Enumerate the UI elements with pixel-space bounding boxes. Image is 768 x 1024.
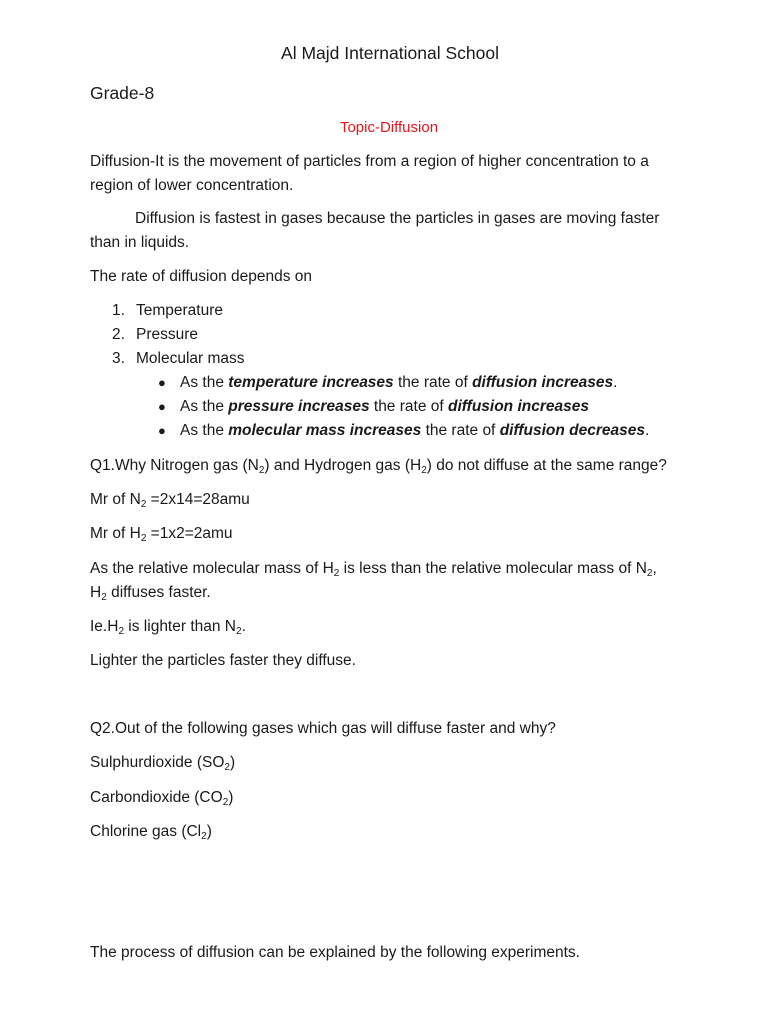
factor-number: 1. xyxy=(112,302,125,319)
gas-option: Carbondioxide $(CO_2)$ xyxy=(90,789,234,808)
factor-text: Temperature xyxy=(136,302,224,319)
q1-question: Q1.Why Nitrogen gas $(N_2)$ and Hydrogen gas $(H_2)$ do not diffuse at the same range? xyxy=(90,457,667,476)
definition-line-1: Diffusion-It is the movement of particles from a region of higher concentration to a xyxy=(90,153,649,170)
factor-number: 3. xyxy=(112,350,125,367)
bullet-item: As the pressure increases the rate of diffusion increases xyxy=(180,398,589,415)
q2-question: Q2.Out of the following gases which gas will diffuse faster and why? xyxy=(90,720,556,737)
fastest-line-2: than in liquids. xyxy=(90,234,190,251)
mr-nitrogen: Mr of $N_2 =2x14=28amu$ xyxy=(90,491,250,510)
rate-intro: The rate of diffusion depends on xyxy=(90,268,313,285)
mr-hydrogen: Mr of $H_2 =1x2=2amu$ xyxy=(90,525,233,544)
fastest-line-1: Diffusion is fastest in gases because the particles in gases are moving faster xyxy=(135,210,660,227)
gas-option: Chlorine gas $(Cl_2)$ xyxy=(90,823,212,842)
definition-line-2: region of lower concentration. xyxy=(90,177,294,194)
gas-option: Sulphurdioxide $(SO_2)$ xyxy=(90,754,236,773)
factor-text: Pressure xyxy=(136,326,199,343)
topic-heading: Topic-Diffusion xyxy=(339,119,439,136)
bullet-item: As the temperature increases the rate of diffusion increases. xyxy=(180,374,618,391)
explanation-line-2: $H_2$ diffuses faster. xyxy=(90,584,211,603)
lighter-line: Lighter the particles faster they diffuse. xyxy=(90,652,356,669)
bullet-item: As the molecular mass increases the rate of diffusion decreases. xyxy=(180,422,650,439)
bullet-icon: ● xyxy=(158,423,166,438)
factor-number: 2. xyxy=(112,326,125,343)
explanation-line-1: As the relative molecular mass of $H_2$ is less than the relative molecular mass of $N_2$, xyxy=(90,560,657,579)
bullet-icon: ● xyxy=(158,399,166,414)
grade-heading: Grade-8 xyxy=(90,83,155,103)
school-title: Al Majd International School xyxy=(281,43,499,63)
closing-line: The process of diffusion can be explained by the following experiments. xyxy=(90,944,580,961)
bullet-icon: ● xyxy=(158,375,166,390)
ie-line: $Ie.H_2$ is lighter than $N_2$. xyxy=(90,618,246,637)
factor-text: Molecular mass xyxy=(136,350,245,367)
